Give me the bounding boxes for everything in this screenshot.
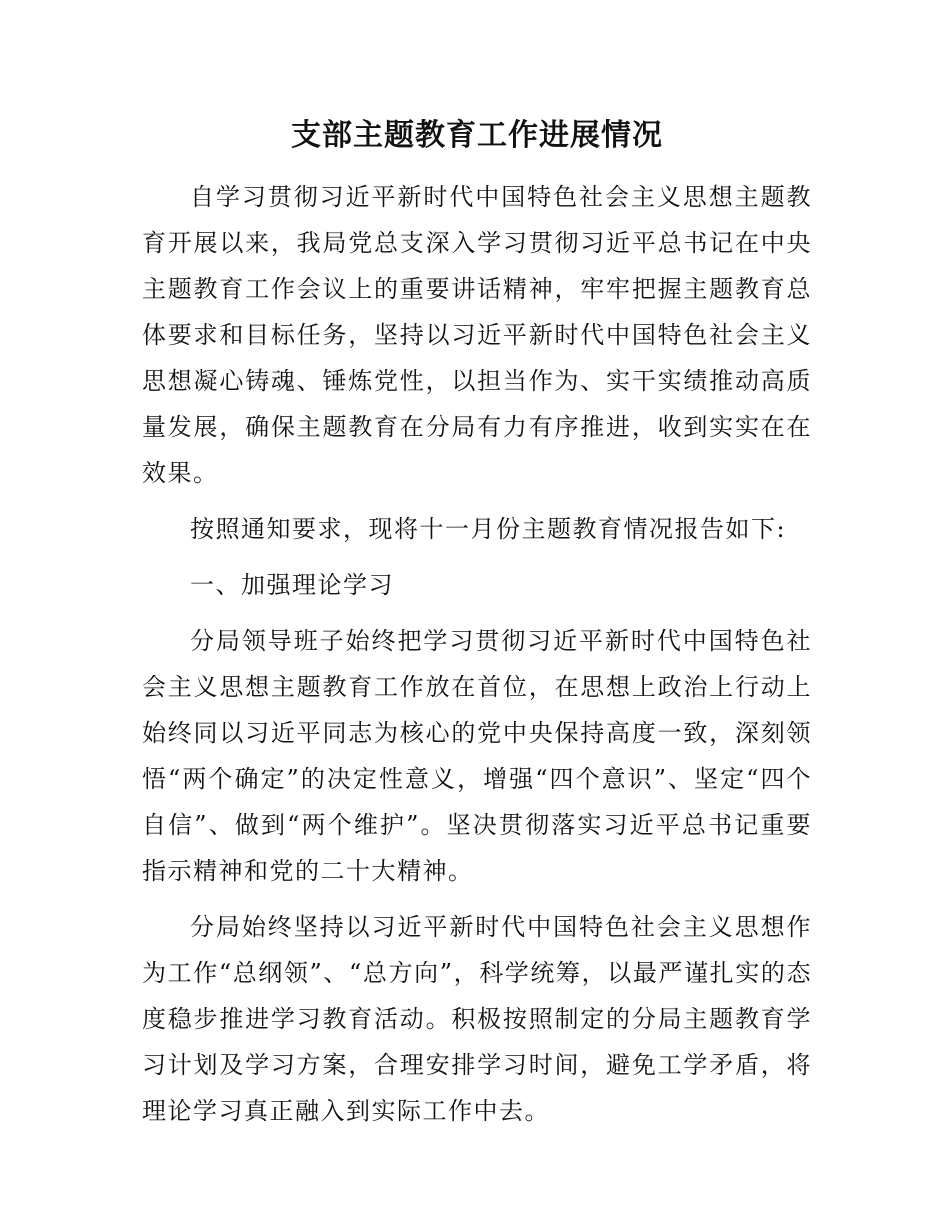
paragraph-report-notice: 按照通知要求，现将十一月份主题教育情况报告如下: [190, 515, 787, 543]
document-title: 支部主题教育工作进展情况 [291, 118, 663, 153]
document-body [142, 108, 812, 1144]
paragraph-intro: 自学习贯彻习近平新时代中国特色社会主义思想主题教育开展以来，我局党总支深入学习贯彻习近平总书记在中央主题教育工作会议上的重要讲话精神，牢牢把握主题教育总体要求和目标任务，坚持以习近平新时代中国特色社会主义思想凝心铸魂、锤炼党性，以担当作为、实干实绩推动高质量发展，确保主题教育在分局有力有序推进，收到实实在在效果。 [142, 183, 812, 487]
paragraph-study-plan: 分局始终坚持以习近平新时代中国特色社会主义思想作为工作“总纲领”、“总方向”，科学统筹，以最严谨扎实的态度稳步推进学习教育活动。积极按照制定的分局主题教育学习计划及学习方案，合理安排学习时间，避免工学矛盾，将理论学习真正融入到实际工作中去。 [142, 913, 812, 1125]
section-heading-theory-study: 一、加强理论学习 [190, 571, 394, 599]
paragraph-leadership-study: 分局领导班子始终把学习贯彻习近平新时代中国特色社会主义思想主题教育工作放在首位，在思想上政治上行动上始终同以习近平同志为核心的党中央保持高度一致，深刻领悟“两个确定”的决定性意义，增强“四个意识”、坚定“四个自信”、做到“两个维护”。坚决贯彻落实习近平总书记重要指示精神和党的二十大精神。 [142, 627, 812, 885]
